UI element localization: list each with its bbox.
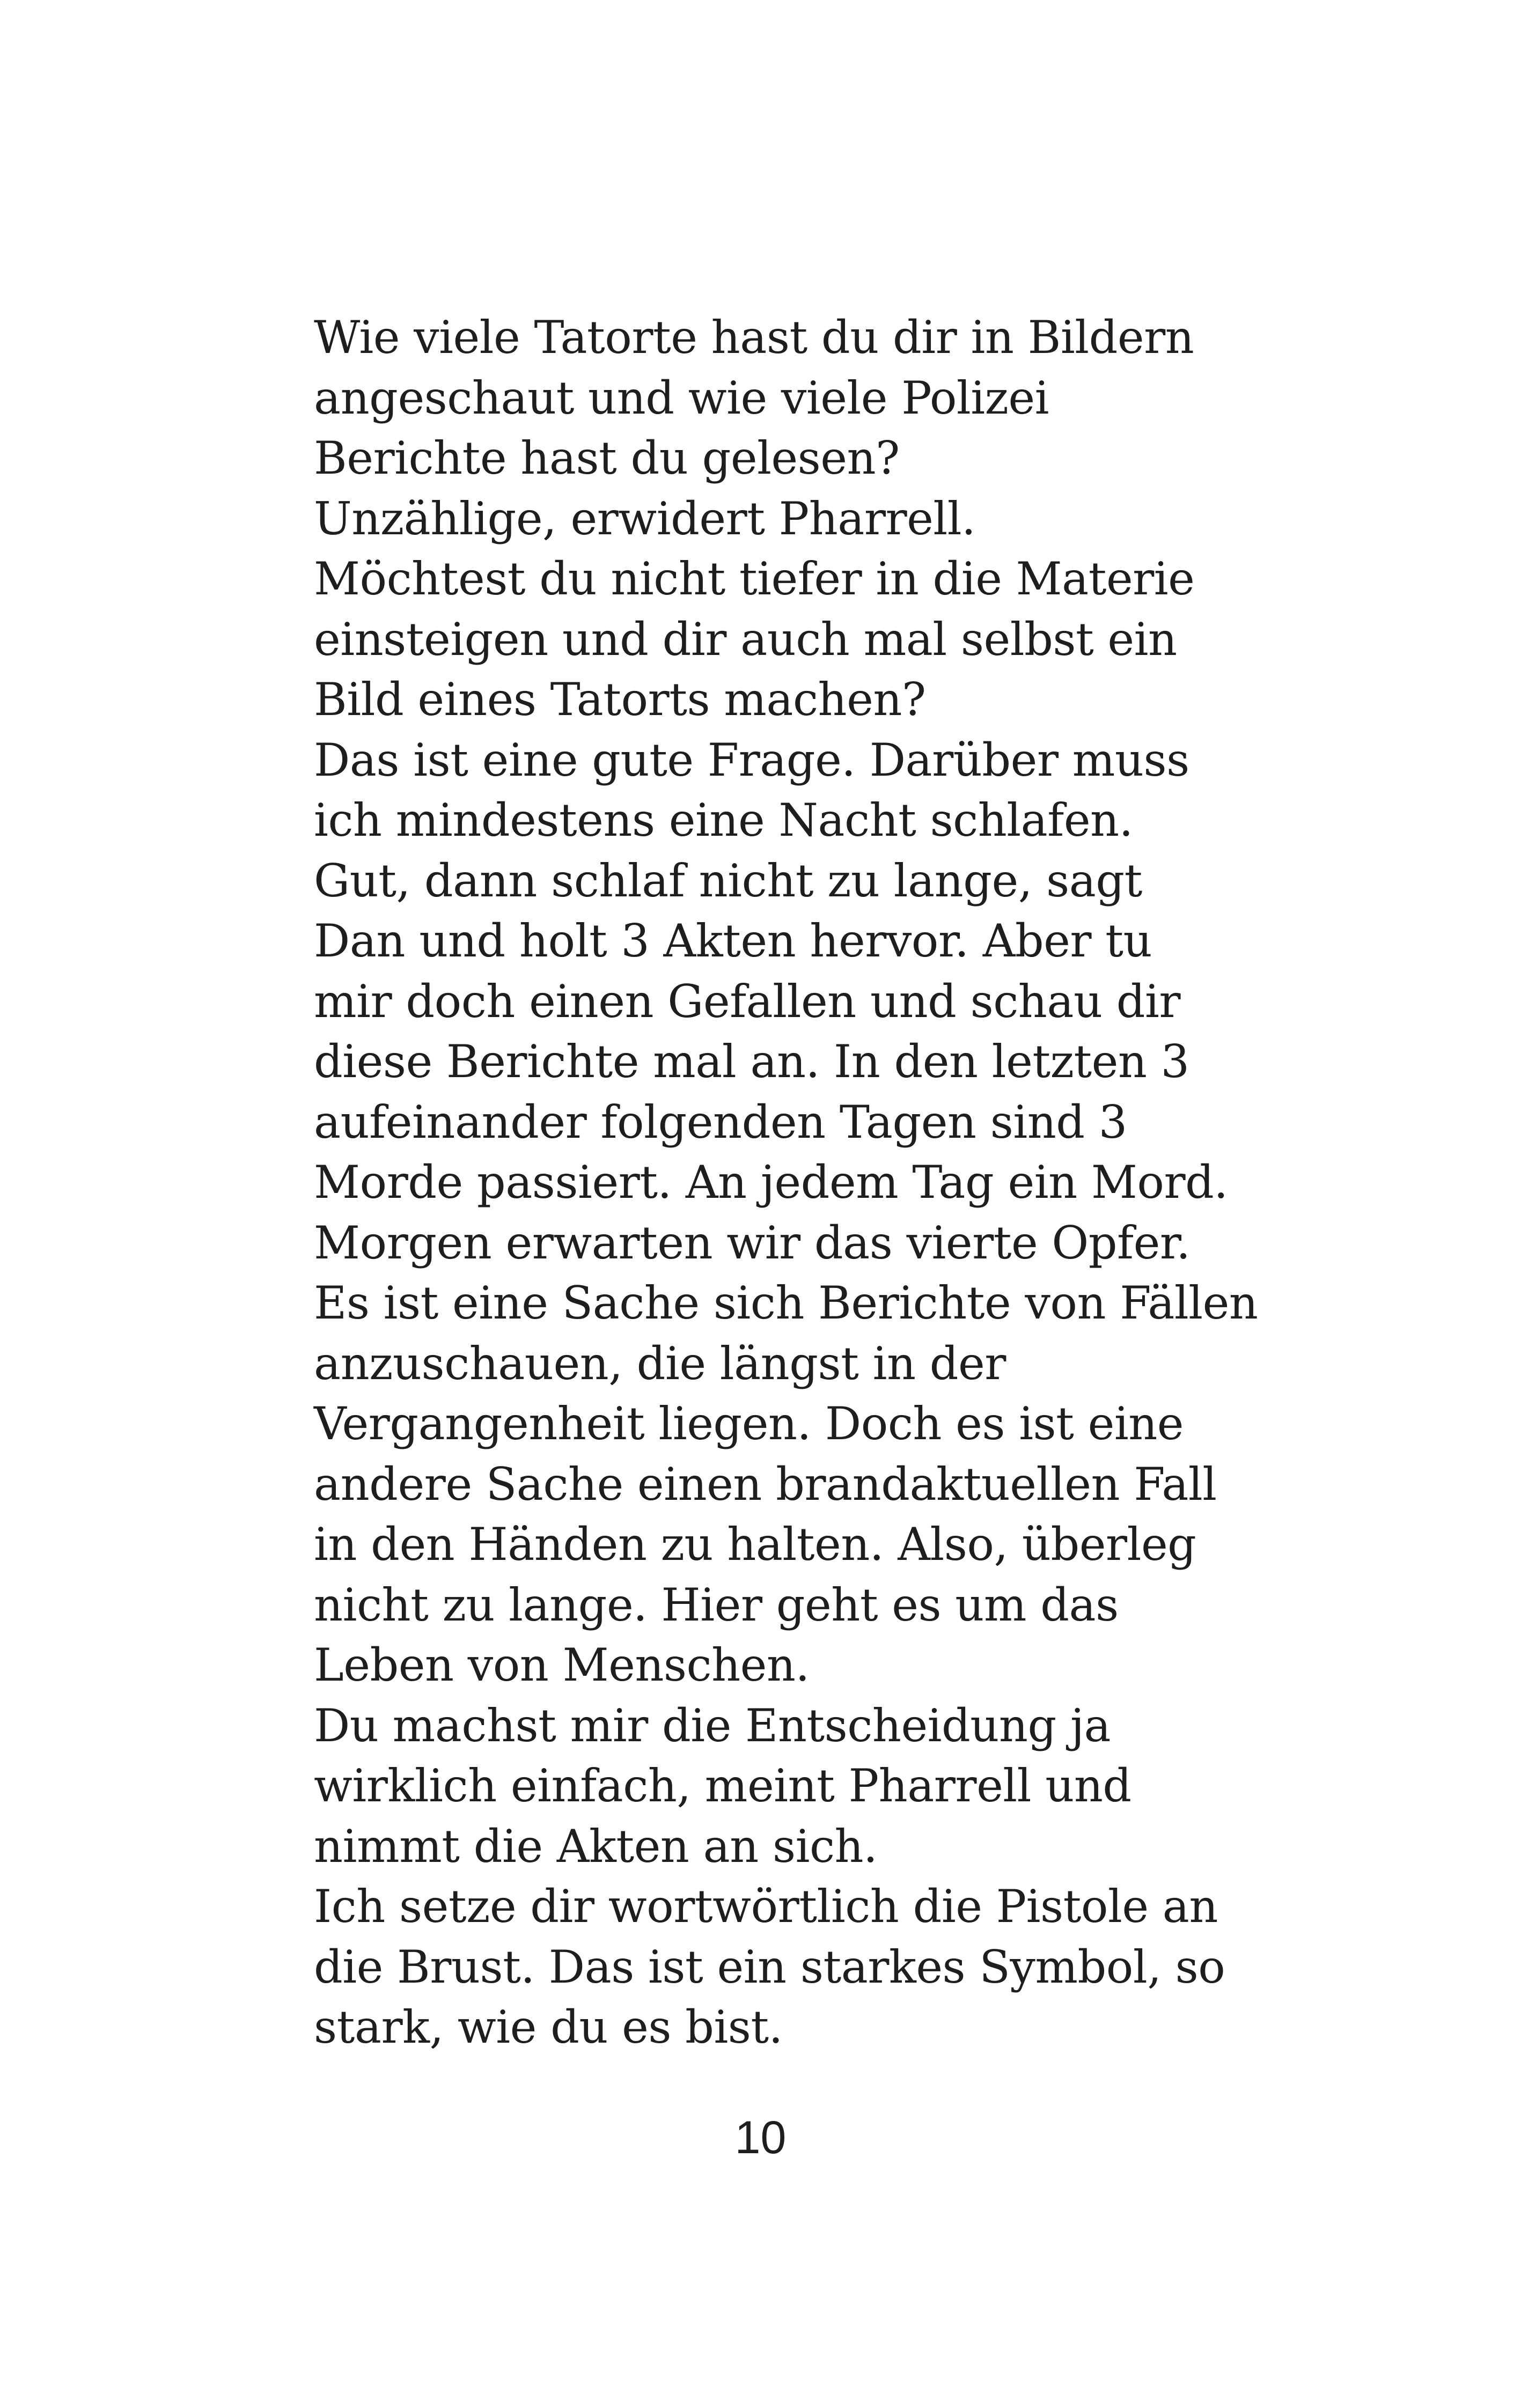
text-line: in den Händen zu halten. Also, überleg (314, 1518, 1196, 1571)
text-line: Leben von Menschen. (314, 1639, 810, 1691)
text-line: Dan und holt 3 Akten hervor. Aber tu (314, 915, 1152, 967)
text-line: angeschaut und wie viele Polizei (314, 371, 1049, 424)
text-line: Bild eines Tatorts machen? (314, 673, 926, 726)
text-line: nimmt die Akten an sich. (314, 1820, 878, 1873)
text-line: nicht zu lange. Hier geht es um das (314, 1578, 1119, 1631)
text-line: ich mindestens eine Nacht schlafen. (314, 794, 1133, 846)
text-line: aufeinander folgenden Tagen sind 3 (314, 1095, 1127, 1148)
text-line: mir doch einen Gefallen und schau dir (314, 975, 1181, 1028)
text-line: einsteigen und dir auch mal selbst ein (314, 613, 1177, 666)
body-text (314, 307, 1494, 2058)
text-line: Berichte hast du gelesen? (314, 432, 900, 484)
text-line: die Brust. Das ist ein starkes Symbol, so (314, 1940, 1225, 1993)
text-line: wirklich einfach, meint Pharrell und (314, 1759, 1131, 1812)
text-line: Möchtest du nicht tiefer in die Materie (314, 553, 1195, 605)
text-line: Vergangenheit liegen. Doch es ist eine (314, 1397, 1184, 1450)
text-line: diese Berichte mal an. In den letzten 3 (314, 1035, 1189, 1088)
page-number: 10 (734, 2112, 787, 2163)
text-line: Morde passiert. An jedem Tag ein Mord. (314, 1156, 1228, 1209)
text-line: Morgen erwarten wir das vierte Opfer. (314, 1216, 1191, 1269)
text-line: Wie viele Tatorte hast du dir in Bildern (314, 311, 1194, 364)
text-line: andere Sache einen brandaktuellen Fall (314, 1457, 1217, 1511)
text-line: stark, wie du es bist. (314, 2001, 783, 2053)
text-line: Du machst mir die Entscheidung ja (314, 1699, 1111, 1752)
text-line: anzuschauen, die längst in der (314, 1337, 1006, 1390)
text-line: Ich setze dir wortwörtlich die Pistole an (314, 1880, 1218, 1933)
text-line: Es ist eine Sache sich Berichte von Fällen (314, 1277, 1258, 1329)
text-line: Unzählige, erwidert Pharrell. (314, 492, 976, 545)
text-line: Das ist eine gute Frage. Darüber muss (314, 733, 1189, 786)
text-line: Gut, dann schlaf nicht zu lange, sagt (314, 854, 1142, 907)
